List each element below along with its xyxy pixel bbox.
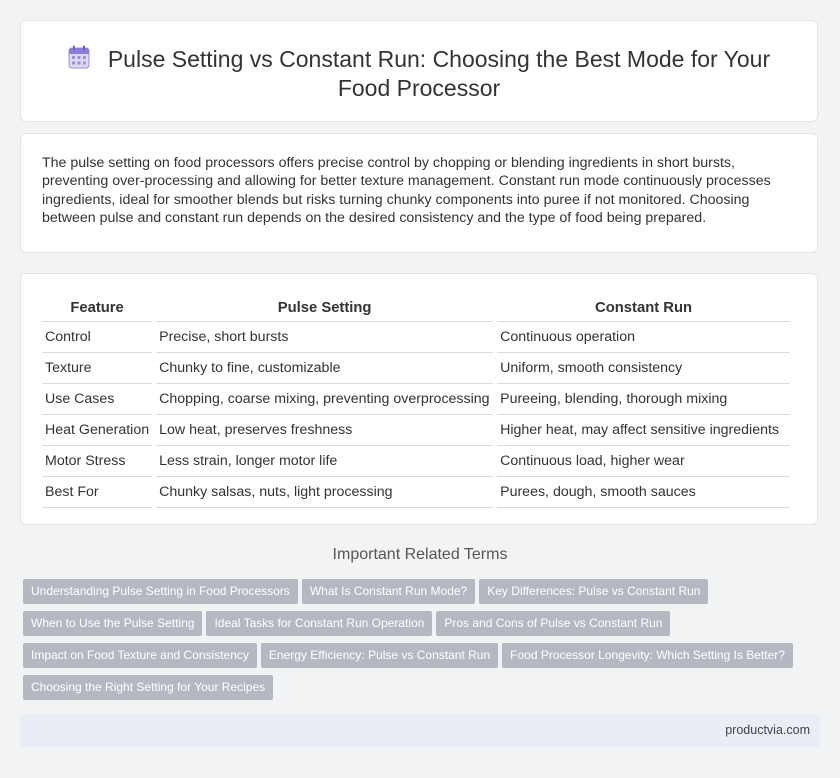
- table-cell: Chunky salsas, nuts, light processing: [156, 477, 493, 508]
- related-term-link[interactable]: Ideal Tasks for Constant Run Operation: [206, 611, 432, 636]
- related-terms-list: [23, 579, 823, 707]
- related-term-link[interactable]: Energy Efficiency: Pulse vs Constant Run: [261, 643, 498, 668]
- footer-site-link[interactable]: productvia.com: [725, 723, 810, 737]
- header-feature: Feature: [42, 296, 152, 322]
- related-term-link[interactable]: Pros and Cons of Pulse vs Constant Run: [436, 611, 670, 636]
- table-row: [42, 353, 790, 384]
- title-card: [20, 20, 818, 122]
- table-cell: Uniform, smooth consistency: [497, 353, 790, 384]
- table-header-row: [42, 296, 790, 322]
- table-cell: Precise, short bursts: [156, 322, 493, 353]
- table-cell: Pureeing, blending, thorough mixing: [497, 384, 790, 415]
- table-cell: Use Cases: [42, 384, 152, 415]
- related-term-link[interactable]: When to Use the Pulse Setting: [23, 611, 202, 636]
- comparison-table: [38, 296, 794, 508]
- table-cell: Control: [42, 322, 152, 353]
- table-cell: Heat Generation: [42, 415, 152, 446]
- table-cell: Less strain, longer motor life: [156, 446, 493, 477]
- table-row: [42, 415, 790, 446]
- table-cell: Chunky to fine, customizable: [156, 353, 493, 384]
- table-cell: Texture: [42, 353, 152, 384]
- table-cell: Purees, dough, smooth sauces: [497, 477, 790, 508]
- related-terms-heading: Important Related Terms: [332, 546, 508, 563]
- table-cell: Low heat, preserves freshness: [156, 415, 493, 446]
- table-cell: Motor Stress: [42, 446, 152, 477]
- intro-card: [20, 133, 818, 253]
- intro-paragraph: The pulse setting on food processors offers precise control by chopping or blending ingredients in short bursts, preventing over-processing and allowing for better texture management. Constant run mode continuously processes ingredients, ideal for smoother blends but risks turning chunky components into puree if not monitored. Choosing between pulse and constant run depends on the desired consistency and the type of food being prepared.: [42, 155, 771, 227]
- table-cell: Higher heat, may affect sensitive ingredients: [497, 415, 790, 446]
- footer-bar: [20, 714, 820, 747]
- related-term-link[interactable]: What Is Constant Run Mode?: [302, 579, 475, 604]
- table-cell: Best For: [42, 477, 152, 508]
- table-cell: Continuous load, higher wear: [497, 446, 790, 477]
- related-term-link[interactable]: Impact on Food Texture and Consistency: [23, 643, 257, 668]
- page-title-wrap: [21, 45, 817, 103]
- comparison-card: [20, 273, 818, 525]
- related-term-link[interactable]: Food Processor Longevity: Which Setting Is Better?: [502, 643, 793, 668]
- page-title: Pulse Setting vs Constant Run: Choosing the Best Mode for Your Food Processor: [107, 46, 771, 101]
- table-row: [42, 446, 790, 477]
- header-constant-run: Constant Run: [497, 296, 790, 322]
- table-cell: Chopping, coarse mixing, preventing overprocessing: [156, 384, 493, 415]
- related-term-link[interactable]: Key Differences: Pulse vs Constant Run: [479, 579, 708, 604]
- header-pulse-setting: Pulse Setting: [156, 296, 493, 322]
- table-row: [42, 384, 790, 415]
- table-cell: Continuous operation: [497, 322, 790, 353]
- related-term-link[interactable]: Choosing the Right Setting for Your Recipes: [23, 675, 273, 700]
- table-row: [42, 322, 790, 353]
- calendar-icon: [68, 45, 90, 69]
- table-row: [42, 477, 790, 508]
- related-term-link[interactable]: Understanding Pulse Setting in Food Processors: [23, 579, 298, 604]
